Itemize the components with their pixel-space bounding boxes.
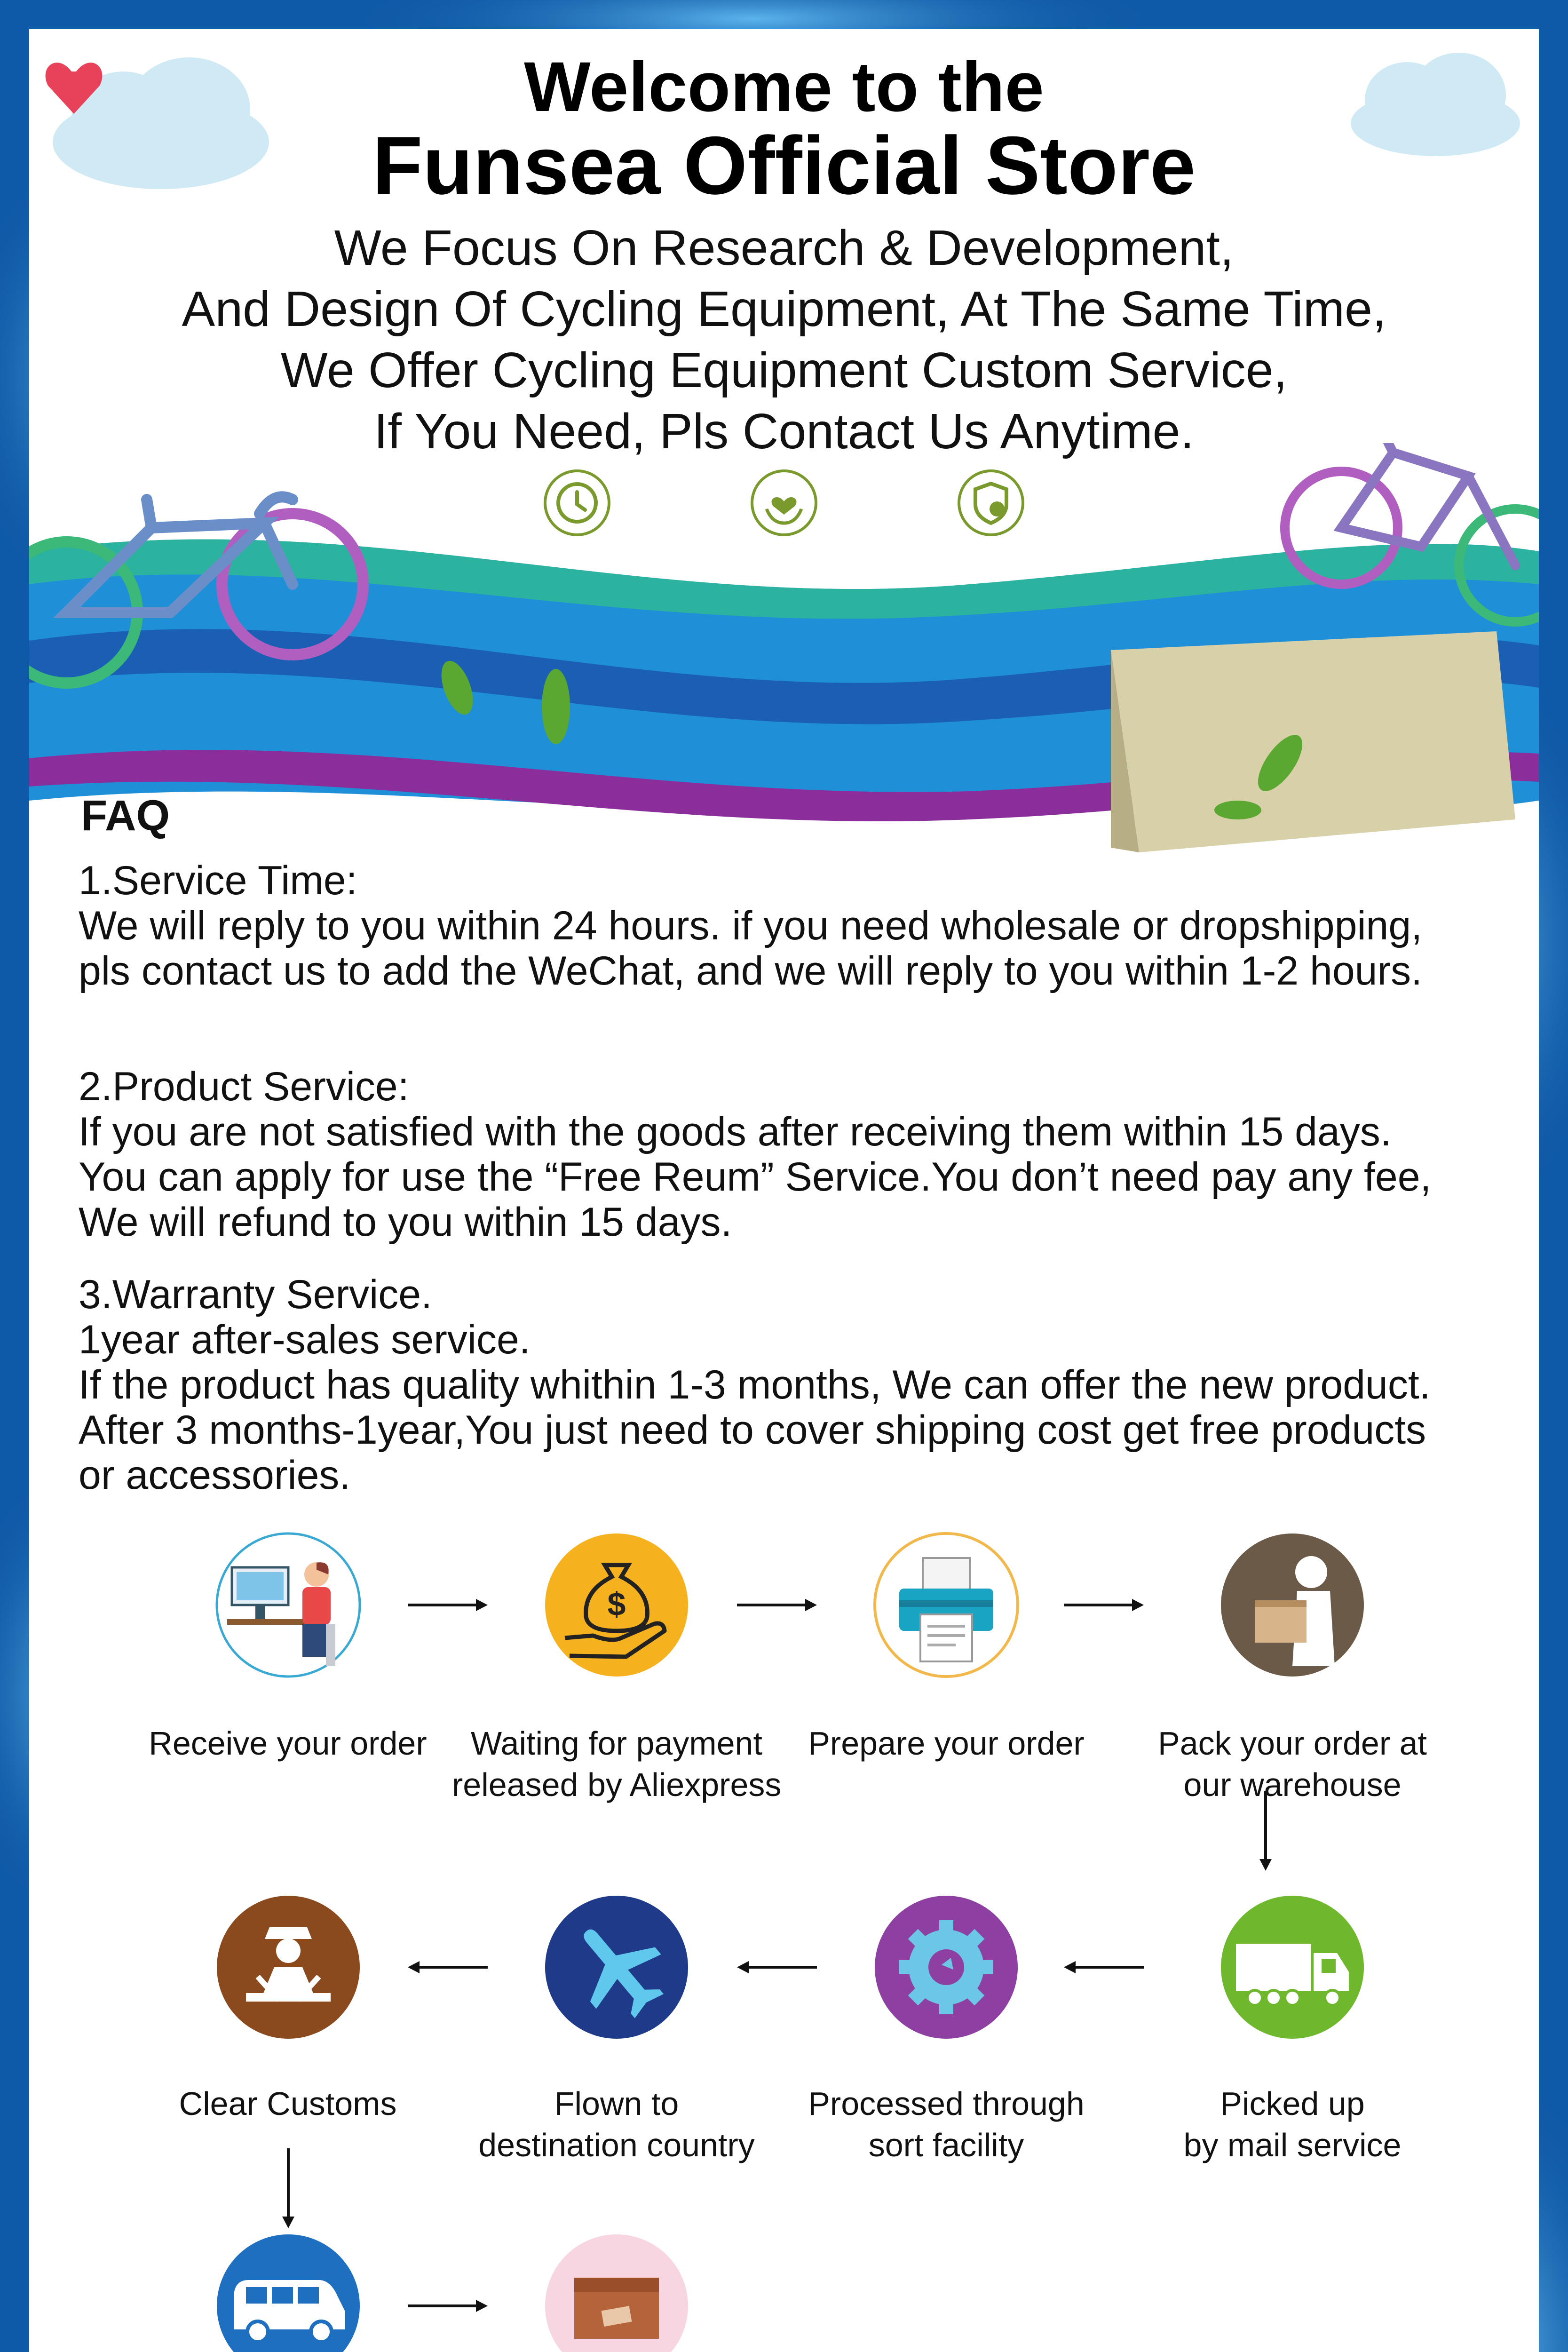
arrow-left-icon [735, 1955, 819, 1979]
arrow-right-icon [1061, 1593, 1146, 1617]
arrow-down-icon [277, 2146, 300, 2231]
parcel-icon [541, 2231, 692, 2352]
step-label-line: Prepare your order [808, 1725, 1085, 1762]
money-bag-hand-icon [541, 1530, 692, 1680]
step-label-line: Clear Customs [179, 2085, 397, 2122]
step-label [782, 1723, 1111, 1764]
step-label [1128, 1723, 1457, 1805]
step-label-line: destination country [478, 2127, 755, 2163]
step-label [123, 1723, 452, 1764]
intro-line: We Offer Cycling Equipment Custom Service, [280, 342, 1288, 398]
step-label-line: Flown to [554, 2085, 679, 2122]
faq-line: You can apply for use the “Free Reum” Service.You don’t need pay any fee, [79, 1154, 1432, 1200]
step-label-line: Picked up [1220, 2085, 1365, 2122]
welcome-heading: Welcome to the [524, 47, 1044, 126]
faq-line: 3.Warranty Service. [79, 1272, 432, 1317]
step-label-line: Waiting for payment [471, 1725, 762, 1762]
customs-officer-icon [213, 1892, 364, 2042]
step-label-line: Processed through [808, 2085, 1085, 2122]
van-icon [213, 2231, 364, 2352]
step-label [452, 2083, 781, 2166]
step-label-line: Receive your order [149, 1725, 427, 1762]
arrow-right-icon [405, 2294, 490, 2318]
faq-service-time [79, 858, 1422, 993]
step-label [123, 2083, 452, 2124]
arrow-left-icon [405, 1955, 490, 1979]
truck-icon [1217, 1892, 1368, 2042]
faq-product-service [79, 1064, 1431, 1245]
faq-line: We will refund to you within 15 days. [79, 1200, 732, 1245]
svg-text:$: $ [607, 1586, 626, 1622]
arrow-right-icon [405, 1593, 490, 1617]
faq-line: 1year after-sales service. [79, 1317, 531, 1362]
faq-line: If the product has quality whithin 1-3 months, We can offer the new product. [79, 1362, 1431, 1407]
intro-line: We Focus On Research & Development, [334, 220, 1234, 276]
step-label [1128, 2083, 1457, 2166]
intro-line: If You Need, Pls Contact Us Anytime. [373, 404, 1195, 459]
store-name-heading: Funsea Official Store [372, 120, 1196, 212]
step-label-line: sort facility [868, 2127, 1024, 2163]
faq-line: pls contact us to add the WeChat, and we will reply to you within 1-2 hours. [79, 948, 1423, 993]
step-label-line: our warehouse [1183, 1766, 1402, 1803]
cycling-wave-banner [29, 443, 1539, 895]
faq-warranty-service [79, 1272, 1431, 1498]
gear-icon [871, 1892, 1022, 2042]
faq-line: or accessories. [79, 1453, 351, 1498]
step-label-line: by mail service [1183, 2127, 1402, 2163]
person-with-box-icon [1217, 1530, 1368, 1680]
faq-line: We will reply to you within 24 hours. if you need wholesale or dropshipping, [79, 903, 1423, 948]
person-at-computer-icon [213, 1530, 364, 1680]
intro-line: And Design Of Cycling Equipment, At The Same Time, [182, 281, 1386, 337]
airplane-icon [541, 1892, 692, 2042]
step-label-line: Pack your order at [1158, 1725, 1427, 1762]
faq-line: 2.Product Service: [79, 1064, 409, 1109]
faq-line: After 3 months-1year,You just need to cover shipping cost get free products [79, 1407, 1426, 1453]
arrow-down-icon [1254, 1788, 1277, 1873]
faq-title: FAQ [81, 792, 170, 840]
step-label [452, 1723, 781, 1805]
arrow-left-icon [1061, 1955, 1146, 1979]
printer-icon [871, 1530, 1022, 1680]
step-label-line: released by Aliexpress [452, 1766, 782, 1803]
step-label [782, 2083, 1111, 2166]
intro-text [29, 217, 1539, 462]
faq-line: 1.Service Time: [79, 858, 357, 903]
store-panel [29, 29, 1539, 2352]
faq-line: If you are not satisfied with the goods after receiving them within 15 days. [79, 1109, 1392, 1154]
arrow-right-icon [735, 1593, 819, 1617]
